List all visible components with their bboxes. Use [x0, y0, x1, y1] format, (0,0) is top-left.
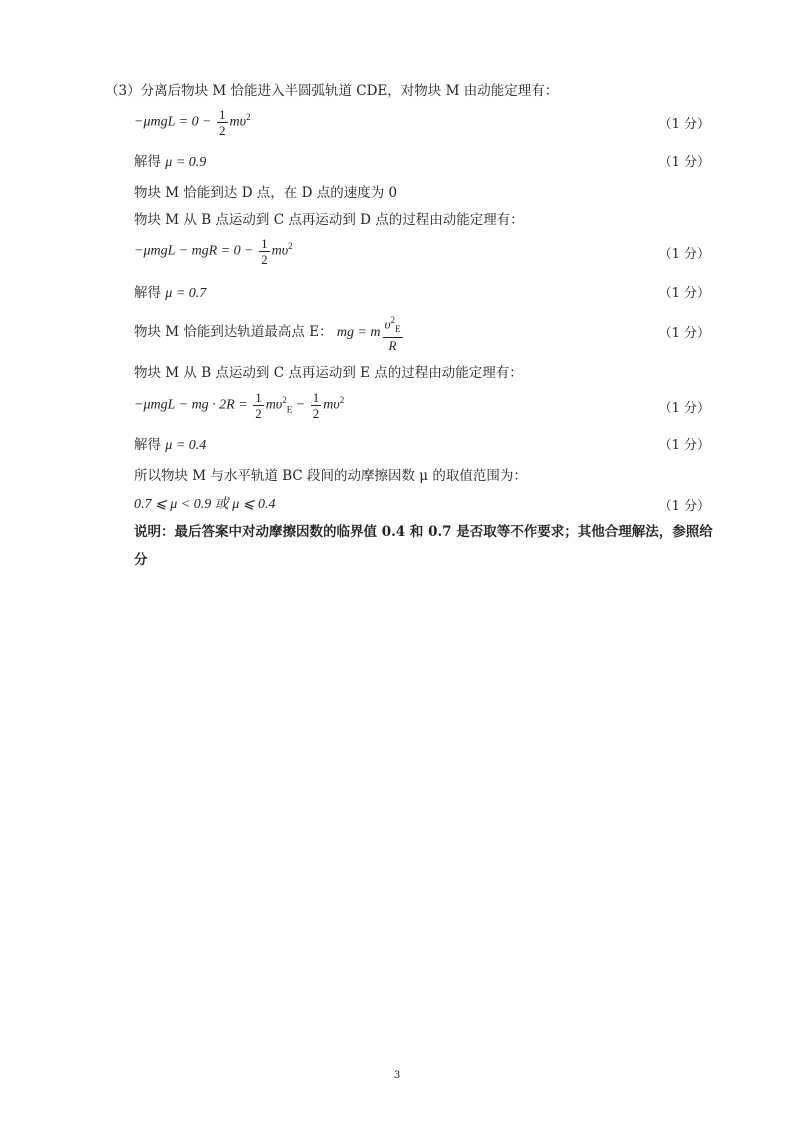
reach-d-text: 物块 M 恰能到达 D 点，在 D 点的速度为 0	[134, 185, 398, 201]
solve-2	[134, 281, 206, 302]
reach-e-line	[134, 313, 405, 353]
b-to-d-text: 物块 M 从 B 点运动到 C 点再运动到 D 点的过程由动能定理有：	[134, 212, 524, 228]
equation-1: −μmgL = 0 − $\frac{1}{2}$ $m\upsilon^2$	[134, 107, 251, 138]
score-4: （1 分）	[658, 286, 710, 301]
score-8: （1 分）	[658, 499, 710, 514]
solve-value: μ = 0.9	[165, 155, 207, 170]
score-6: （1 分）	[658, 401, 710, 416]
score-2: （1 分）	[658, 155, 710, 170]
score-3: （1 分）	[658, 247, 710, 262]
page-number: 3	[393, 1070, 401, 1081]
part3-intro: （3）分离后物块 M 恰能进入半圆弧轨道 CDE，对物块 M 由动能定理有：	[105, 83, 559, 99]
range-expression: 0.7 ⩽ μ < 0.9 或 μ ⩽ 0.4	[134, 497, 276, 512]
solve-value: μ = 0.4	[165, 438, 207, 453]
solve-value: μ = 0.7	[165, 286, 207, 301]
solve-label: 解得	[134, 437, 161, 453]
equation-2: −μmgL − mgR = 0 − $\frac{1}{2}$ $m\upsilon^2$	[134, 236, 293, 267]
equation-e: mg = m $\frac{\upsilon^2_E}{R}$	[336, 315, 401, 353]
grading-note: 说明：最后答案中对动摩擦因数的临界值 0.4 和 0.7 是否取等不作要求；其他合理解法，参照给分	[134, 524, 713, 568]
equation-3: −μmgL − mg · 2R = $\frac{1}{2}$ $m\upsilon^2_E$ − $\frac{1}{2}$ $m\upsilon^2$	[134, 390, 345, 421]
solve-label: 解得	[134, 285, 161, 301]
solve-1	[134, 150, 206, 171]
score-7: （1 分）	[658, 438, 710, 453]
b-to-e-text: 物块 M 从 B 点运动到 C 点再运动到 E 点的过程由动能定理有：	[134, 365, 523, 381]
reach-e-text: 物块 M 恰能到达轨道最高点 E：	[134, 324, 333, 341]
range-text: 所以物块 M 与水平轨道 BC 段间的动摩擦因数 μ 的取值范围为：	[134, 468, 527, 484]
solve-3	[134, 433, 206, 454]
score-1: （1 分）	[658, 117, 710, 132]
score-5: （1 分）	[658, 326, 710, 341]
solve-label: 解得	[134, 154, 161, 170]
